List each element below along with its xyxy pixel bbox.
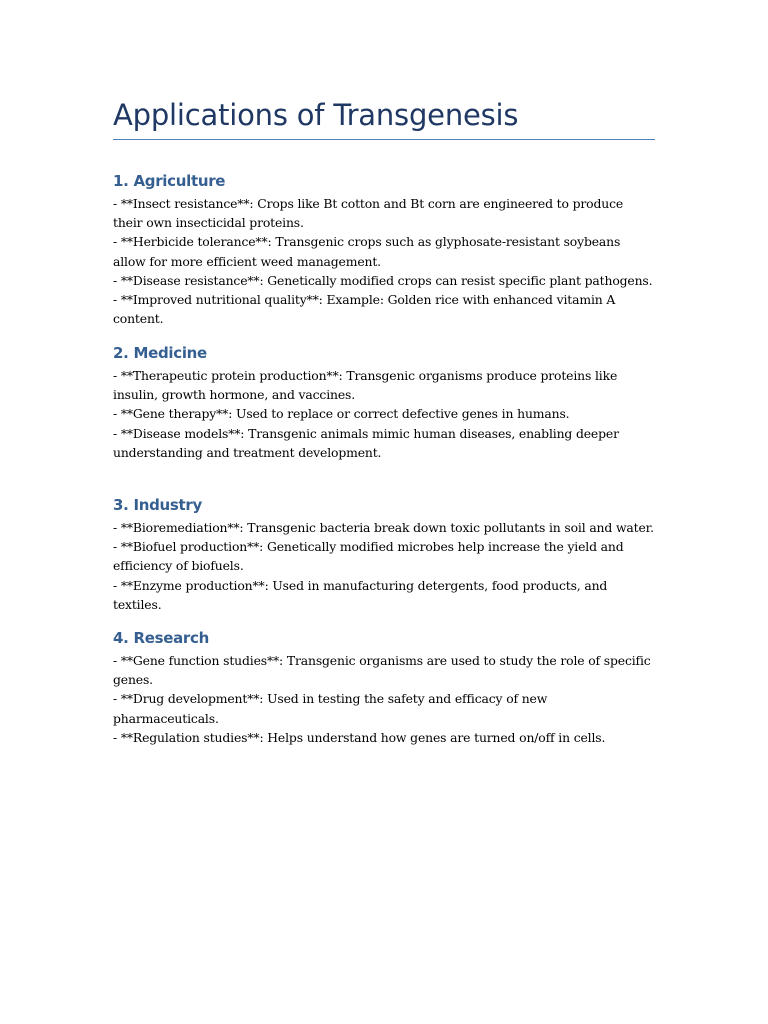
section-body <box>113 518 655 614</box>
list-item: - **Herbicide tolerance**: Transgenic crops such as glyphosate-resistant soybeans allow for more efficient weed management. <box>113 234 621 269</box>
list-item: - **Insect resistance**: Crops like Bt cotton and Bt corn are engineered to produce their own insecticidal proteins. <box>113 196 624 231</box>
section-research <box>113 628 655 747</box>
list-item: - **Drug development**: Used in testing the safety and efficacy of new pharmaceuticals. <box>113 691 548 726</box>
list-item: - **Biofuel production**: Genetically modified microbes help increase the yield and efficiency of biofuels. <box>113 539 624 574</box>
section-agriculture <box>113 171 655 328</box>
document-page <box>113 0 655 745</box>
list-item: - **Gene therapy**: Used to replace or correct defective genes in humans. <box>113 406 570 422</box>
list-item: - **Disease resistance**: Genetically modified crops can resist specific plant pathogens. <box>113 272 653 288</box>
list-item: - **Bioremediation**: Transgenic bacteria break down toxic pollutants in soil and water. <box>113 520 654 535</box>
section-body <box>113 651 655 747</box>
section-heading: 3. Industry <box>113 496 203 514</box>
list-item: - **Disease models**: Transgenic animals mimic human diseases, enabling deeper understanding and treatment development. <box>113 425 619 460</box>
list-item: - **Enzyme production**: Used in manufacturing detergents, food products, and textiles. <box>113 577 608 612</box>
list-item: - **Improved nutritional quality**: Example: Golden rice with enhanced vitamin A content. <box>113 292 616 327</box>
title-divider <box>113 139 655 140</box>
section-heading: 2. Medicine <box>113 344 207 362</box>
document-title: Applications of Transgenesis <box>113 98 519 132</box>
section-body <box>113 194 655 328</box>
list-item: - **Regulation studies**: Helps understand how genes are turned on/off in cells. <box>113 729 606 745</box>
section-body <box>113 366 655 462</box>
section-medicine <box>113 343 655 462</box>
section-industry <box>113 495 655 614</box>
list-item: - **Gene function studies**: Transgenic organisms are used to study the role of specific genes. <box>113 653 651 688</box>
list-item: - **Therapeutic protein production**: Transgenic organisms produce proteins like insulin, growth hormone, and vaccines. <box>113 368 618 403</box>
section-heading: 4. Research <box>113 629 209 647</box>
section-heading: 1. Agriculture <box>113 172 226 190</box>
